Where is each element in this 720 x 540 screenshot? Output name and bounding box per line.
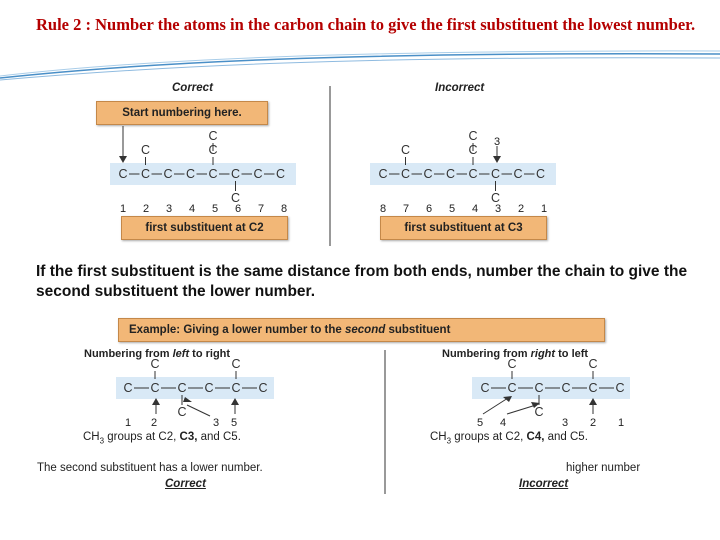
bottom-right-numbers — [477, 417, 624, 429]
example-prefix: Example: Giving a lower number to the — [129, 324, 345, 336]
left-groups-bold: C3, — [179, 431, 198, 443]
right-groups-bold: C4, — [526, 431, 545, 443]
chain-carbon: C — [507, 381, 517, 395]
chain-carbon: C — [468, 167, 478, 181]
chain-carbon: C — [490, 167, 501, 181]
right-groups-line — [430, 431, 588, 445]
right-groups-end: and C5. — [544, 431, 588, 443]
right-head-text2: to left — [555, 348, 589, 360]
chain-carbon: C — [445, 167, 456, 181]
branch-carbon: C — [507, 357, 517, 371]
left-groups-end: and C5. — [197, 431, 241, 443]
bottom-correct-verdict: Correct — [165, 478, 206, 490]
left-groups-line — [83, 431, 241, 445]
branch-carbon: C — [177, 405, 187, 419]
left-number: 2 — [143, 203, 150, 215]
left-head-text: Numbering from — [84, 348, 173, 360]
bottom-left-number: 1 — [125, 417, 132, 429]
chain-carbon: C — [535, 167, 546, 181]
right-groups-sub: 3 — [446, 436, 452, 446]
branch-carbon: C — [588, 357, 598, 371]
bottom-right-number: 3 — [562, 417, 569, 429]
chain-carbon: C — [561, 381, 571, 395]
chain-carbon: C — [615, 381, 625, 395]
chain-carbon: C — [513, 167, 523, 181]
rule-note: If the first substituent is the same distance from both ends, number the chain to give the second substituent the lower number. — [36, 263, 688, 300]
top-correct-header: Correct — [172, 82, 213, 94]
chain-carbon: C — [480, 381, 490, 395]
branch-carbon: C — [468, 143, 478, 157]
example-suffix: substituent — [385, 324, 451, 336]
example-emphasis: second — [344, 324, 386, 336]
chain-carbon: C — [163, 167, 173, 181]
chain-carbon: C — [204, 381, 214, 395]
chain-carbon: C — [258, 381, 268, 395]
right-groups-mid: groups at C2, — [451, 431, 527, 443]
branch-carbon: C — [468, 129, 478, 143]
bottom-right-number: 4 — [500, 417, 507, 429]
left-number: 5 — [212, 203, 219, 215]
right-arrow-label: 3 — [494, 136, 501, 148]
chain-carbon: C — [400, 167, 411, 181]
chain-carbon: C — [230, 167, 241, 181]
chain-carbon: C — [177, 381, 187, 395]
right-substituent-box: first substituent at C3 — [380, 216, 547, 240]
branch-carbon: C — [490, 191, 501, 205]
bottom-left-number: 3 — [213, 417, 220, 429]
branch-carbon: C — [208, 143, 218, 157]
left-number: 4 — [189, 203, 196, 215]
bottom-left-number: 2 — [151, 417, 158, 429]
branch-carbon: C — [140, 143, 151, 157]
left-groups-sub: 3 — [99, 436, 105, 446]
chain-carbon: C — [275, 167, 286, 181]
branch-carbon: C — [400, 143, 411, 157]
left-caption: The second substituent has a lower number. — [37, 462, 263, 474]
chain-carbon: C — [185, 167, 196, 181]
start-numbering-box: Start numbering here. — [96, 101, 268, 125]
bottom-right-chain — [480, 357, 624, 419]
bottom-right-number: 1 — [618, 417, 625, 429]
left-number: 3 — [166, 203, 173, 215]
left-head-em: left — [172, 348, 190, 360]
right-groups-ch: CH — [430, 431, 447, 443]
left-groups-mid: groups at C2, — [104, 431, 180, 443]
left-head-text2: to right — [189, 348, 231, 360]
bottom-left-chain — [123, 357, 267, 419]
chain-carbon: C — [150, 381, 160, 395]
branch-carbon: C — [150, 357, 160, 371]
right-head-em: right — [530, 348, 556, 360]
right-number: 3 — [495, 203, 502, 215]
slide-title: Rule 2 : Number the atoms in the carbon chain to give the first substituent the lowest number. — [36, 15, 696, 34]
top-incorrect-header: Incorrect — [435, 82, 485, 94]
bottom-right-number: 5 — [477, 417, 484, 429]
right-number: 8 — [380, 203, 387, 215]
chain-carbon: C — [588, 381, 598, 395]
right-head-text: Numbering from — [442, 348, 531, 360]
right-number: 4 — [472, 203, 479, 215]
right-caption: higher number — [566, 462, 641, 474]
chain-carbon: C — [231, 381, 241, 395]
right-number: 7 — [403, 203, 410, 215]
chain-carbon: C — [118, 167, 128, 181]
left-number: 1 — [120, 203, 127, 215]
branch-carbon: C — [231, 357, 241, 371]
right-number: 5 — [449, 203, 456, 215]
left-number-arrows — [156, 401, 235, 416]
chain-carbon: C — [140, 167, 151, 181]
chain-carbon: C — [423, 167, 433, 181]
branch-carbon: C — [208, 129, 218, 143]
chain-carbon: C — [253, 167, 263, 181]
chain-carbon: C — [208, 167, 218, 181]
left-substituent-box: first substituent at C2 — [121, 216, 288, 240]
left-number: 7 — [258, 203, 265, 215]
left-number: 6 — [235, 203, 242, 215]
bottom-incorrect-verdict: Incorrect — [519, 478, 569, 490]
chain-carbon: C — [534, 381, 544, 395]
branch-carbon: C — [230, 191, 241, 205]
branch-carbon: C — [534, 405, 544, 419]
left-groups-ch: CH — [83, 431, 100, 443]
chain-carbon: C — [378, 167, 388, 181]
left-number: 8 — [281, 203, 288, 215]
chain-carbon: C — [123, 381, 133, 395]
bottom-right-number: 2 — [590, 417, 597, 429]
right-number: 2 — [518, 203, 525, 215]
right-number: 1 — [541, 203, 548, 215]
right-number: 6 — [426, 203, 433, 215]
bottom-left-number: 5 — [231, 417, 238, 429]
